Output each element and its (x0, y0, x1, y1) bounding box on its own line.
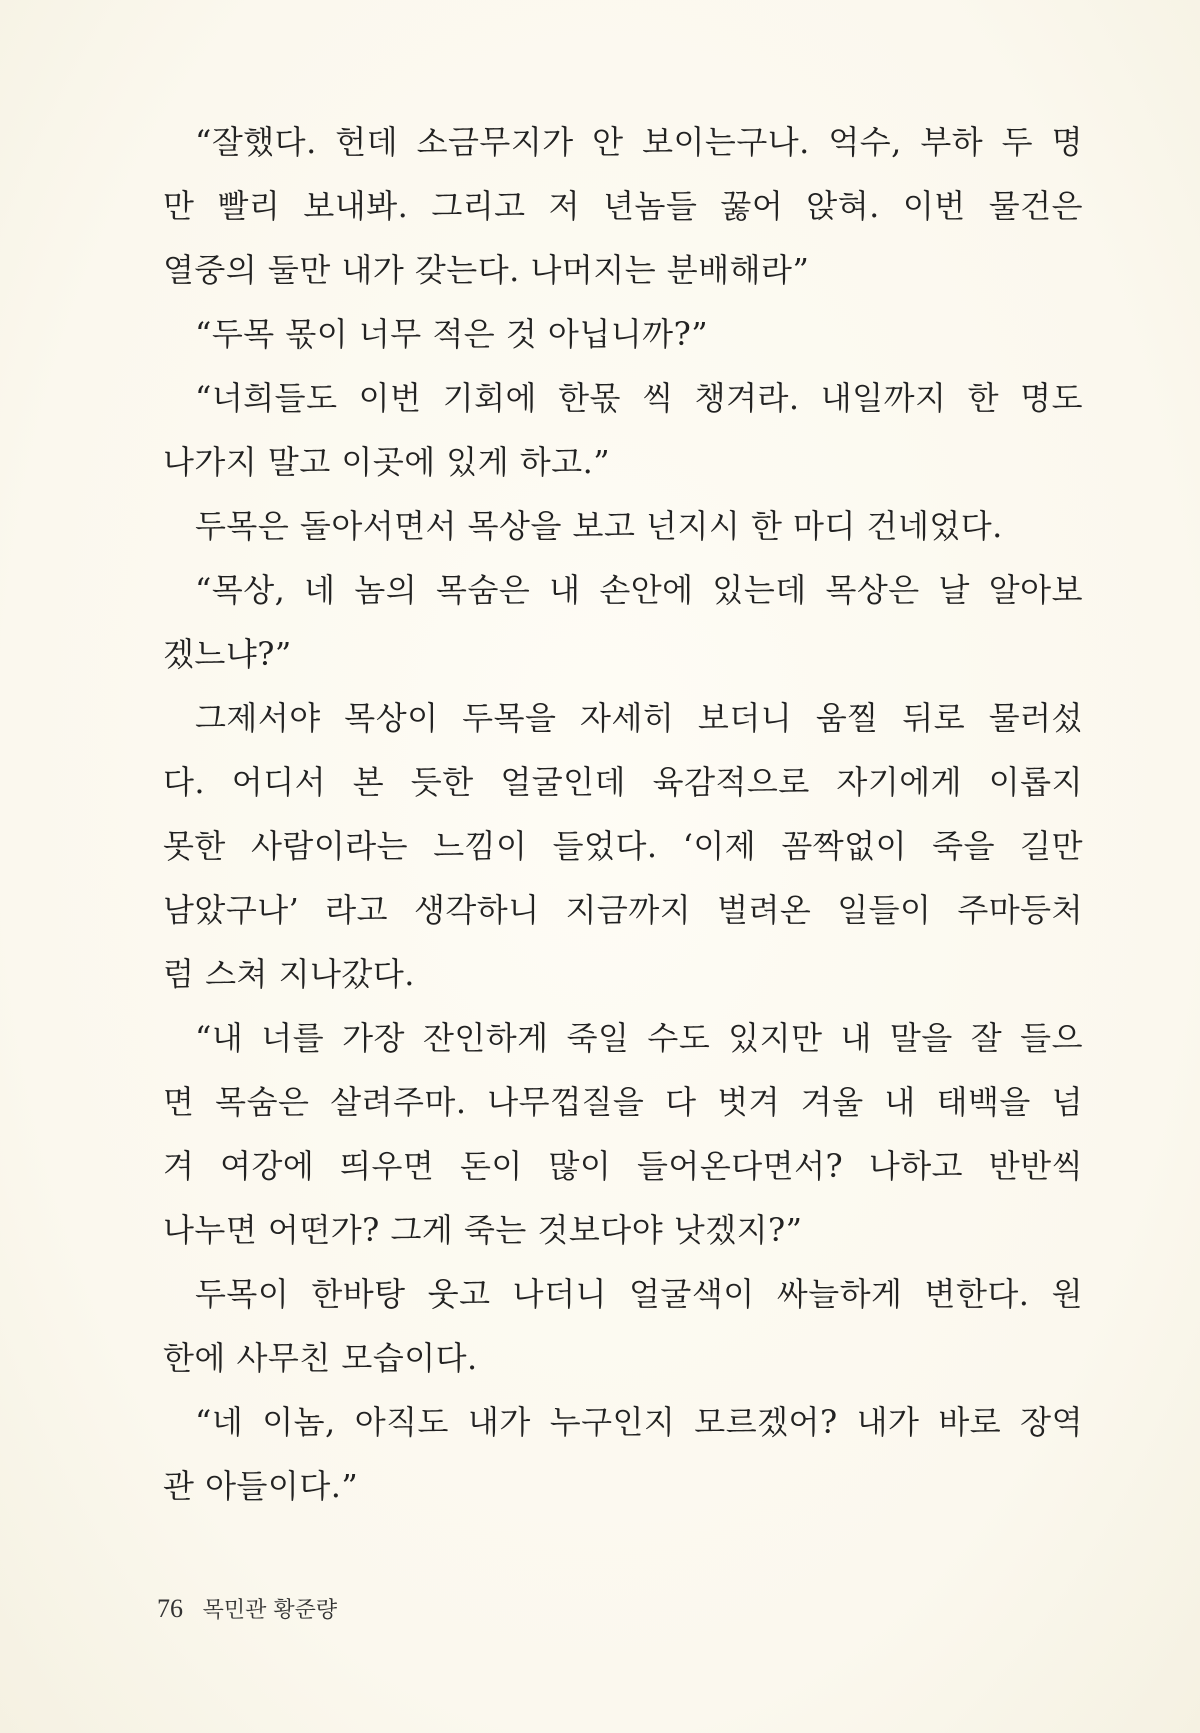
book-title: 목민관 황준량 (202, 1598, 338, 1623)
text-line: 못한 사람이라는 느낌이 들었다. ‘이제 꼼짝없이 죽을 길만 (163, 827, 1083, 865)
text-line: 겨 여강에 띄우면 돈이 많이 들어온다면서? 나하고 반반씩 (163, 1147, 1083, 1185)
text-line: 나누면 어떤가? 그게 죽는 것보다야 낫겠지?” (163, 1211, 803, 1249)
text-line: 만 빨리 보내봐. 그리고 저 년놈들 꿇어 앉혀. 이번 물건은 (163, 187, 1083, 225)
page-footer (157, 1592, 337, 1628)
text-line: “목상, 네 놈의 목숨은 내 손안에 있는데 목상은 날 알아보 (195, 571, 1083, 609)
text-line: 남았구나’ 라고 생각하니 지금까지 벌려온 일들이 주마등처 (163, 891, 1083, 929)
text-line: 겠느냐?” (163, 635, 292, 673)
text-line: “잘했다. 헌데 소금무지가 안 보이는구나. 억수, 부하 두 명 (195, 123, 1083, 161)
text-line: 다. 어디서 본 듯한 얼굴인데 육감적으로 자기에게 이롭지 (163, 763, 1083, 801)
text-line: 두목이 한바탕 웃고 나더니 얼굴색이 싸늘하게 변한다. 원 (195, 1275, 1083, 1313)
text-line: 럼 스쳐 지나갔다. (163, 955, 415, 993)
text-line: 나가지 말고 이곳에 있게 하고.” (163, 443, 611, 481)
text-line: 관 아들이다.” (163, 1467, 359, 1505)
text-line: 한에 사무친 모습이다. (163, 1339, 478, 1377)
text-line: 열중의 둘만 내가 갖는다. 나머지는 분배해라” (163, 251, 810, 289)
text-line: 두목은 돌아서면서 목상을 보고 넌지시 한 마디 건네었다. (195, 507, 1003, 545)
text-line: 그제서야 목상이 두목을 자세히 보더니 움찔 뒤로 물러섰 (195, 699, 1083, 737)
text-line: 면 목숨은 살려주마. 나무껍질을 다 벗겨 겨울 내 태백을 넘 (163, 1083, 1083, 1121)
text-line: “너희들도 이번 기회에 한몫 씩 챙겨라. 내일까지 한 명도 (195, 379, 1083, 417)
text-line: “내 너를 가장 잔인하게 죽일 수도 있지만 내 말을 잘 들으 (195, 1019, 1083, 1057)
text-line: “두목 몫이 너무 적은 것 아닙니까?” (195, 315, 709, 353)
page-number: 76 (157, 1594, 183, 1623)
text-line: “네 이놈, 아직도 내가 누구인지 모르겠어? 내가 바로 장역 (195, 1403, 1083, 1441)
body-text (163, 110, 1083, 1518)
